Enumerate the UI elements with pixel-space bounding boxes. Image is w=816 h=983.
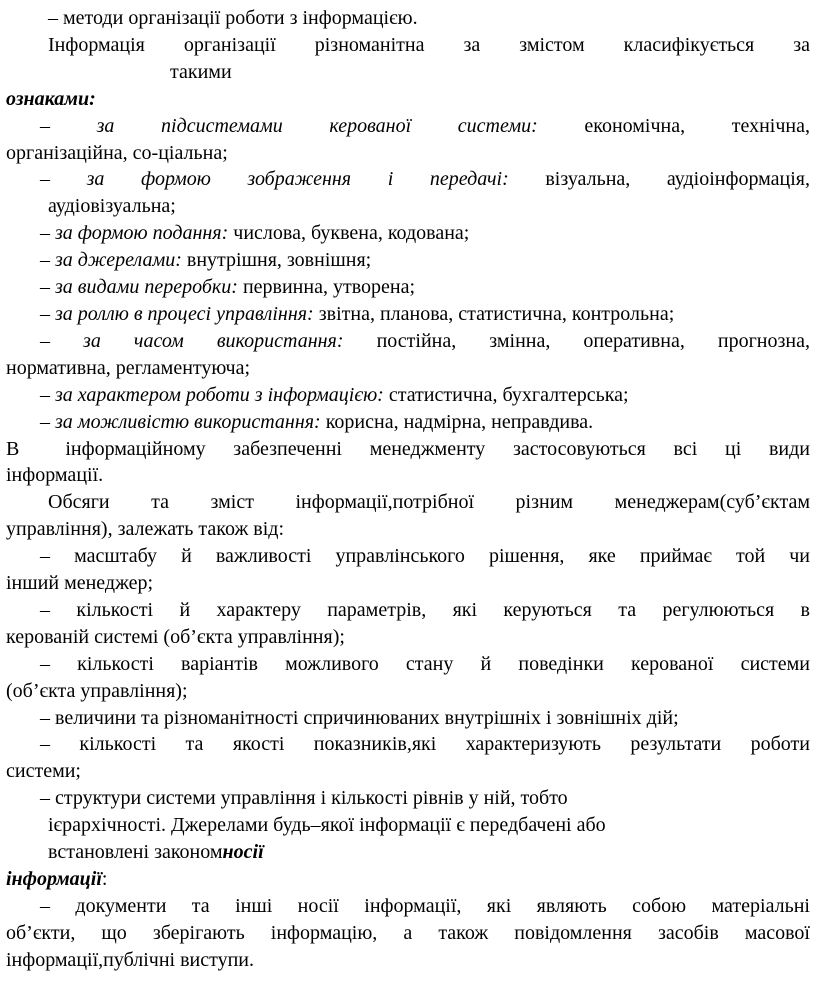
text-line (6, 839, 810, 866)
text-line (6, 247, 810, 274)
text-run: інший менеджер; (6, 572, 154, 595)
text-line (6, 920, 810, 947)
text-run: – за підсистемами керованої системи: (40, 114, 538, 137)
text-line (6, 893, 810, 920)
text-run: Інформація організації різноманітна за змістом класифікується за (48, 33, 810, 56)
text-line (6, 731, 810, 758)
text-run: – за часом використання: (40, 329, 344, 352)
text-run: – величини та різноманітності спричинюваних внутрішніх і зовнішніх дій; (40, 706, 679, 729)
text-line (6, 301, 810, 328)
paragraph (6, 731, 810, 785)
text-run: (об’єкта управління); (6, 679, 188, 702)
text-line (6, 5, 810, 32)
text-line (6, 543, 810, 570)
text-line (6, 624, 810, 651)
text-run: керованій системі (об’єкта управління); (6, 625, 345, 648)
text-run: аудіовізуальна; (48, 195, 176, 218)
text-line (6, 785, 810, 812)
text-run: нормативна, регламентуюча; (6, 356, 251, 379)
text-run: інформаційному забезпеченні менеджменту застосовуються всі ці види (65, 437, 810, 460)
text-line (6, 140, 810, 167)
text-line (6, 597, 810, 624)
text-line (6, 355, 810, 382)
text-line (6, 220, 810, 247)
text-run: числова, буквена, кодована; (228, 222, 470, 245)
text-run: – документи та інші носії інформації, які являють собою матеріальні (40, 894, 810, 917)
text-run: первинна, утворена; (237, 276, 416, 299)
text-run: – кількості варіантів можливого стану й поведінки керованої системи (40, 652, 810, 675)
text-run: такими (170, 60, 232, 83)
text-line (6, 382, 810, 409)
text-run: встановлені законом (48, 841, 223, 864)
text-run: об’єкти, що зберігають інформацію, а також повідомлення засобів масової (6, 921, 810, 944)
text-line (6, 651, 810, 678)
text-run: : (101, 868, 108, 890)
text-line (6, 462, 810, 489)
paragraph (6, 166, 810, 220)
text-line (6, 193, 810, 220)
paragraph (6, 5, 810, 32)
text-line (6, 705, 810, 732)
paragraph (6, 86, 810, 113)
text-run: – за роллю в процесі управління: (40, 302, 314, 325)
text-run: управління), залежать також від: (6, 518, 285, 541)
paragraph (6, 328, 810, 382)
text-run: – структури системи управління і кількості рівнів у ній, тобто (40, 787, 568, 810)
text-run: – за видами переробки: (40, 276, 238, 299)
text-run: – масштабу й важливості управлінського рішення, яке приймає той чи (40, 545, 810, 568)
text-run: – за формою зображення і передачі: (40, 168, 509, 191)
paragraph (6, 866, 810, 893)
text-run: інформації (6, 868, 102, 890)
text-run: – методи організації роботи з інформацією. (48, 7, 418, 29)
text-run: статистична, бухгалтерська; (383, 383, 629, 406)
text-run: – кількості та якості показників,які характеризують результати роботи (40, 733, 810, 756)
text-run: – за джерелами: (40, 249, 182, 272)
text-run: – за характером роботи з інформацією: (40, 383, 384, 406)
text-run: візуальна, аудіоінформація, (508, 168, 810, 191)
text-run: ознаками: (6, 87, 96, 110)
paragraph (6, 597, 810, 651)
text-line (6, 409, 810, 436)
text-run: ієрархічності. Джерелами будь–якої інформації є передбачені або (48, 814, 606, 837)
paragraph (6, 489, 810, 543)
paragraph (6, 382, 810, 409)
text-run: системи; (6, 760, 81, 783)
paragraph (6, 436, 810, 490)
paragraph (6, 543, 810, 597)
paragraph (6, 220, 810, 247)
paragraph (6, 409, 810, 436)
text-line (6, 516, 810, 543)
text-line (6, 436, 810, 463)
paragraph (6, 785, 810, 866)
text-run: – кількості й характеру параметрів, які керуються та регулюються в (40, 598, 810, 621)
paragraph (6, 705, 810, 732)
text-run: інформації,публічні виступи. (6, 948, 255, 971)
text-run: корисна, надмірна, неправдива. (320, 410, 594, 433)
paragraph (6, 247, 810, 274)
text-line (6, 570, 810, 597)
text-run: Обсяги та зміст інформації,потрібної різним менеджерам(суб’єктам (48, 491, 810, 514)
text-line (6, 489, 810, 516)
text-line (6, 274, 810, 301)
text-line (6, 166, 810, 193)
text-run: інформації. (6, 464, 104, 487)
text-run: економічна, технічна, (537, 114, 810, 137)
text-run: звітна, планова, статистична, контрольна; (313, 302, 675, 325)
text-line (6, 947, 810, 974)
text-run: В (6, 437, 20, 460)
text-run: – за можливістю використання: (40, 410, 321, 433)
paragraph (6, 893, 810, 974)
paragraph (6, 32, 810, 86)
text-line (6, 328, 810, 355)
text-line (6, 758, 810, 785)
paragraph (6, 274, 810, 301)
text-line (6, 32, 810, 59)
text-line (6, 866, 810, 893)
paragraph (6, 113, 810, 167)
text-line (6, 86, 810, 113)
text-line (6, 678, 810, 705)
text-run: постійна, змінна, оперативна, прогнозна, (343, 329, 810, 352)
paragraph (6, 651, 810, 705)
text-line (6, 113, 810, 140)
text-run: носії (222, 841, 264, 864)
text-run: внутрішня, зовнішня; (181, 249, 372, 272)
text-line (6, 812, 810, 839)
text-run: організаційна, со-ціальна; (6, 141, 228, 164)
text-line (6, 59, 810, 86)
text-run: – за формою подання: (40, 222, 229, 245)
paragraph (6, 301, 810, 328)
